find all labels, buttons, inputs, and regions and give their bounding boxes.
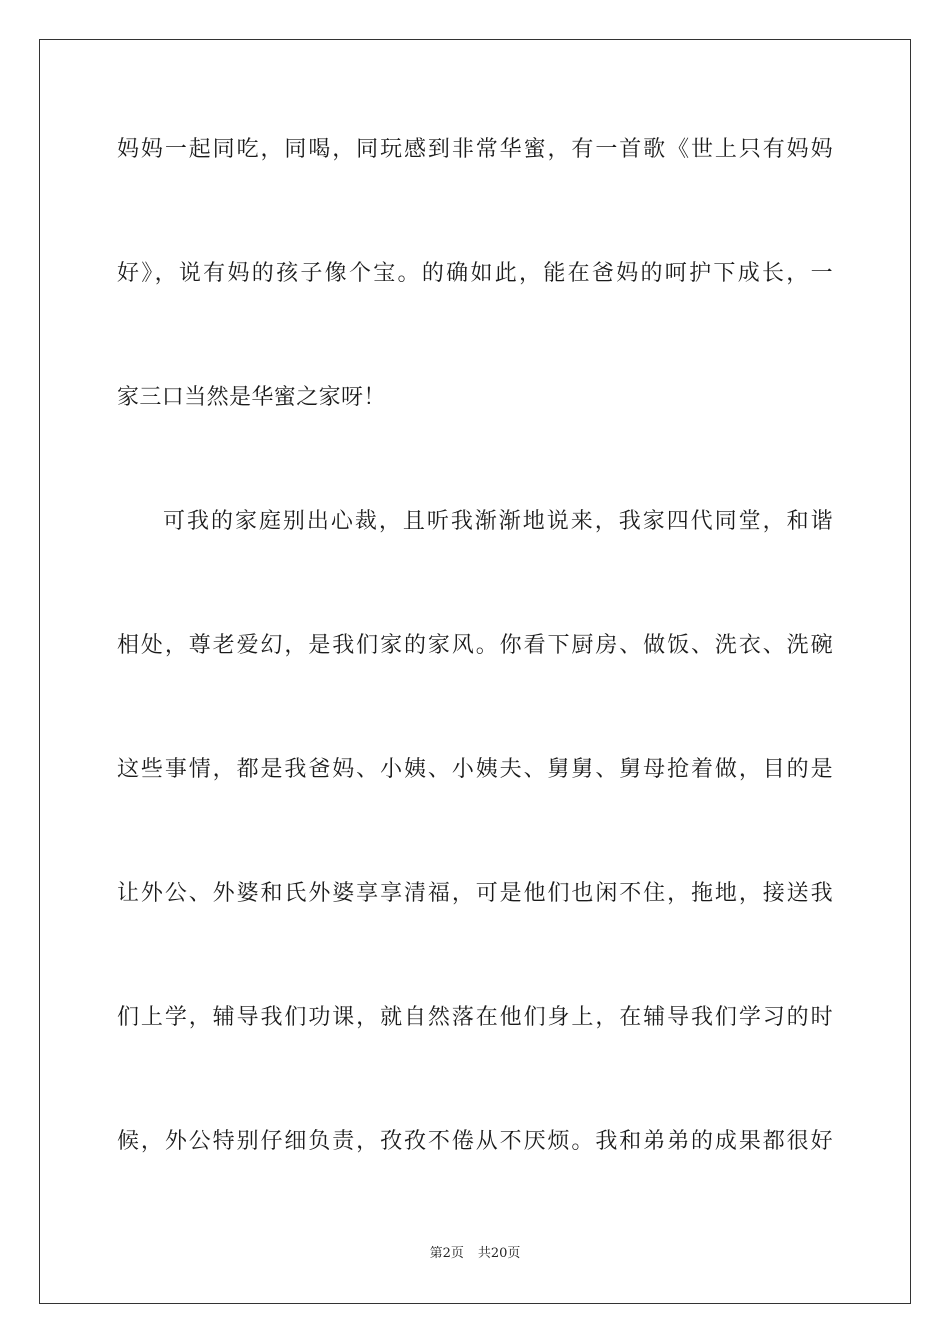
page-number-current: 第2页 [429,1246,464,1261]
page-border [39,39,911,1304]
paragraph-line-3: 家三口当然是华蜜之家呀！ [117,385,386,410]
paragraph-line-2: 好》，说有妈的孩子像个宝。的确如此，能在爸妈的呵护下成长，一 [117,261,833,286]
paragraph-line-5: 相处，尊老爱幻，是我们家的家风。你看下厨房、做饭、洗衣、洗碗 [117,633,833,658]
paragraph-line-6: 这些事情，都是我爸妈、小姨、小姨夫、舅舅、舅母抢着做，目的是 [117,757,833,782]
paragraph-line-1: 妈妈一起同吃，同喝，同玩感到非常华蜜，有一首歌《世上只有妈妈 [117,137,833,162]
paragraph-line-9: 候，外公特别仔细负责，孜孜不倦从不厌烦。我和弟弟的成果都很好 [117,1129,833,1154]
page-footer [0,1245,950,1263]
paragraph-line-4: 可我的家庭别出心裁，且听我渐渐地说来，我家四代同堂，和谐 [163,509,833,534]
paragraph-line-7: 让外公、外婆和氏外婆享享清福，可是他们也闲不住，拖地，接送我 [117,881,833,906]
paragraph-line-8: 们上学，辅导我们功课，就自然落在他们身上，在辅导我们学习的时 [117,1005,833,1030]
page-number-total: 共20页 [477,1246,521,1261]
